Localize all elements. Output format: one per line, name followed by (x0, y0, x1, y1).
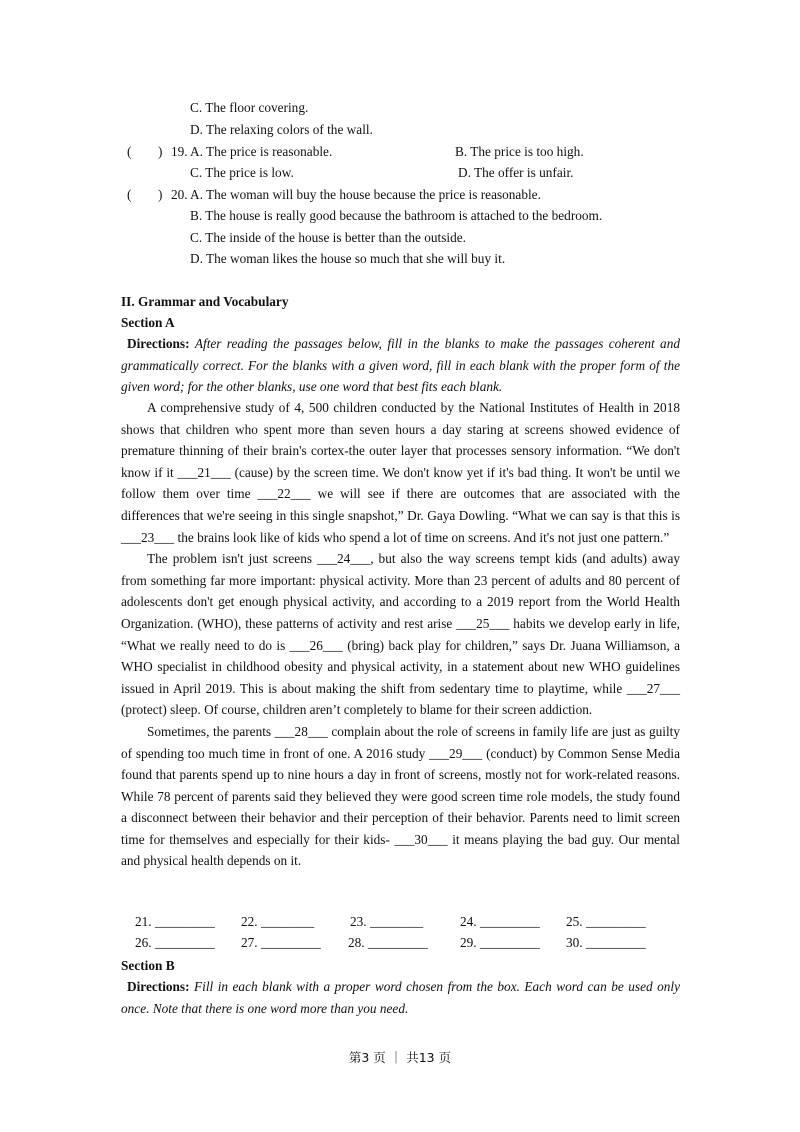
q19-option-b: B. The price is too high. (455, 144, 584, 159)
answer-blank-26[interactable]: 26. _________ (135, 935, 215, 950)
answer-blank-24[interactable]: 24. _________ (460, 914, 540, 929)
q19-option-a: A. The price is reasonable. (190, 144, 333, 159)
q20-number: 20. (171, 187, 188, 202)
part-heading: II. Grammar and Vocabulary (121, 294, 289, 309)
directions-text: After reading the passages below, fill in the blanks to make the passages coherent and grammatically correct. For the blanks with a given word, fill in each blank with the proper form of the given word; for the other blanks, use one word that best fits each blank. (121, 336, 681, 395)
q19-option-d: D. The offer is unfair. (458, 165, 574, 180)
answer-blank-21[interactable]: 21. _________ (135, 914, 215, 929)
q19-number: 19. (171, 144, 188, 159)
answer-blank-30[interactable]: 30. _________ (566, 935, 646, 950)
passage-paragraph-2: The problem isn't just screens ___24___, but also the way screens tempt kids (and adults) away from something far more important: physical activity. More than 23 percent of adults and 80 percent of adolescents don't get enough physical activity, and according to a 2019 report from the World Health Organization. (WHO), these patterns of activity and rest arise ___25___ habits we develop early in life, “What we really need to do is ___26___ (bring) back play for children,” says Dr. Juana Williamson, a WHO specialist in childhood obesity and physical activity, in a statement about new WHO guidelines issued in April 2019. This is about making the shift from sedentary time to playtime, while ___27___ (protect) sleep. Of course, children aren’t completely to blame for their screen addiction. (121, 551, 680, 718)
section-a-directions (121, 333, 680, 398)
q19-option-c: C. The price is low. (190, 165, 294, 180)
answer-blank-28[interactable]: 28. _________ (348, 935, 428, 950)
q18-option-c: C. The floor covering. (190, 100, 309, 115)
answer-blank-22[interactable]: 22. ________ (241, 914, 315, 929)
answer-blank-25[interactable]: 25. _________ (566, 914, 646, 929)
directions-text: Fill in each blank with a proper word chosen from the box. Each word can be used only once. Note that there is one word more than you need. (121, 979, 680, 1016)
page-footer: 第3 页 ｜ 共13 页 (348, 1050, 452, 1065)
q18-option-d: D. The relaxing colors of the wall. (190, 122, 373, 137)
passage (121, 397, 680, 872)
q20-option-c: C. The inside of the house is better than the outside. (190, 230, 466, 245)
answer-blank-29[interactable]: 29. _________ (460, 935, 540, 950)
answer-blank-27[interactable]: 27. _________ (241, 935, 321, 950)
section-a-heading: Section A (121, 315, 175, 330)
q19-answer-bracket: ( ) (127, 144, 163, 159)
q20-option-d: D. The woman likes the house so much that she will buy it. (190, 251, 506, 266)
q20-answer-bracket: ( ) (127, 187, 163, 202)
answer-blank-23[interactable]: 23. ________ (350, 914, 424, 929)
section-b-heading: Section B (121, 958, 175, 973)
q20-option-b: B. The house is really good because the bathroom is attached to the bedroom. (190, 208, 603, 223)
directions-label: Directions: (127, 979, 190, 994)
directions-label: Directions: (127, 336, 190, 351)
passage-paragraph-3: Sometimes, the parents ___28___ complain about the role of screens in family life are just as guilty of spending too much time in front of one. A 2016 study ___29___ (conduct) by Common Sense Media found that parents spend up to nine hours a day in front of screens, mostly not for work-related reasons. While 78 percent of parents said they believed they were good screen time role models, the study found a disconnect between their behavior and their perception of their behavior. Parents need to limit screen time for themselves and especially for their kids- ___30___ it means playing the bad guy. Our mental and physical health depends on it. (121, 723, 680, 869)
section-b-directions (121, 976, 680, 1019)
q20-option-a: A. The woman will buy the house because the price is reasonable. (190, 187, 541, 202)
passage-paragraph-1: A comprehensive study of 4, 500 children conducted by the National Institutes of Health in 2018 shows that children who spent more than seven hours a day staring at screens showed evidence of premature thinning of their brain's cortex-the outer layer that processes sensory information. “We don't know if it ___21___ (cause) by the screen time. We don't know yet if it's bad thing. It won't be until we follow them over time ___22___ we will see if there are outcomes that are associated with the differences that we're seeing in this single snapshot,” Dr. Gaya Dowling. “What we can say is that this is ___23___ the brains look like of kids who spend a lot of time on screens. And it's not just one pattern.” (121, 400, 680, 545)
